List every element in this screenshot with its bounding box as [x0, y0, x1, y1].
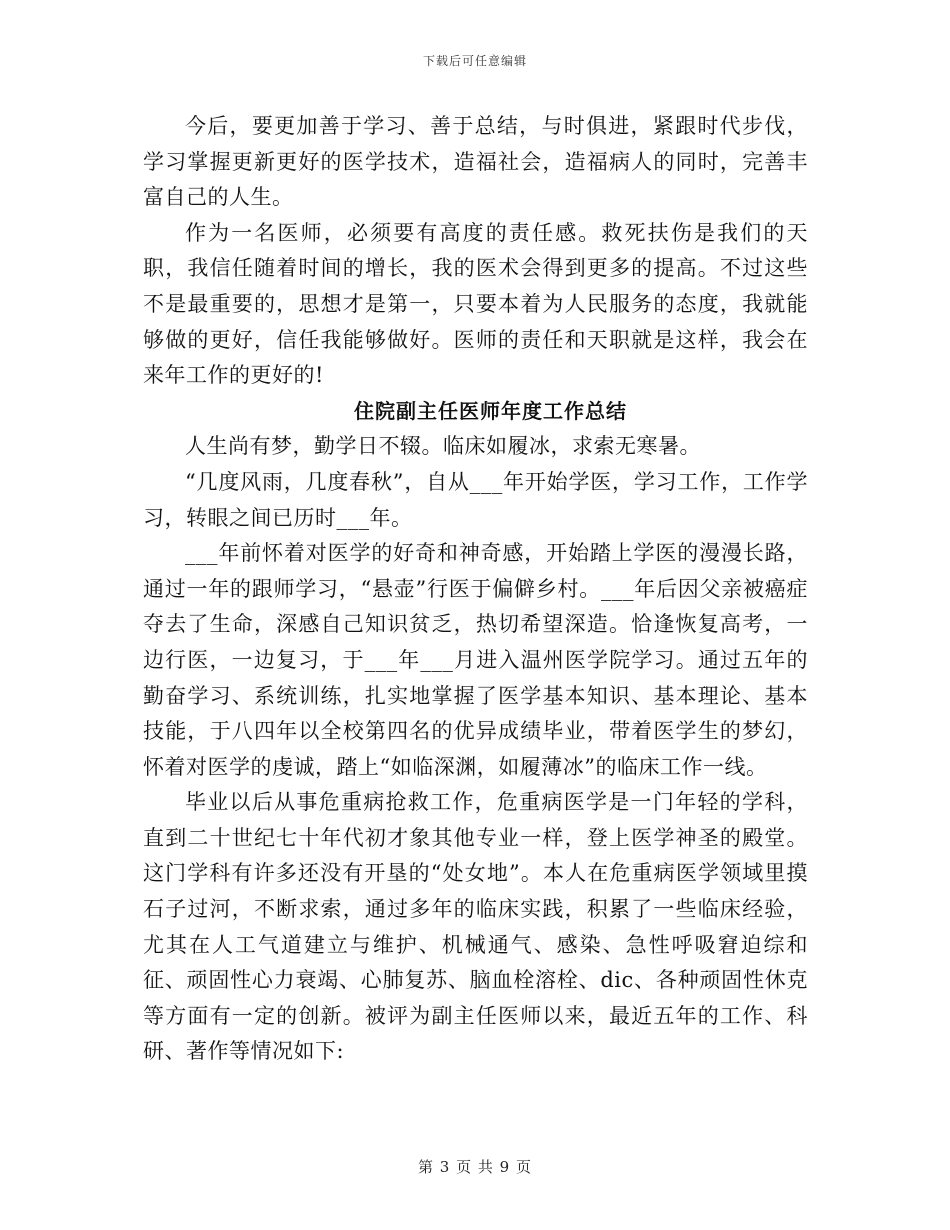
page-number: 第 3 页 共 9 页 [418, 1158, 532, 1176]
paragraph-motto: 人生尚有梦，勤学日不辍。临床如履冰，求索无寒暑。 [185, 434, 701, 459]
paragraph-history: ___年前怀着对医学的好奇和神奇感，开始踏上学医的漫漫长路，通过一年的跟师学习，“悬壶”行医于偏僻乡村。___年后因父亲被癌症夺去了生命，深感自己知识贫乏，热切希望深造。恰逢恢复高考，一边行医，一边复习，于___年___月进入温州医学院学习。通过五年的勤奋学习、系统训练，扎实地掌握了医学基本知识、基本理论、基本技能，于八四年以全校第四名的优异成绩毕业，带着医学生的梦幻，怀着对医学的虔诚，踏上“如临深渊，如履薄冰”的临床工作一线。 [143, 541, 808, 779]
paragraph-critical-care: 毕业以后从事危重病抢救工作，危重病医学是一门年轻的学科，直到二十世纪七十年代初才象其他专业一样，登上医学神圣的殿堂。这门学科有许多还没有开垦的“处女地”。本人在危重病医学领域里摸石子过河，不断求索，通过多年的临床实践，积累了一些临床经验，尤其在人工气道建立与维护、机械通气、感染、急性呼吸窘迫综和征、顽固性心力衰竭、心肺复苏、脑血栓溶栓、dic、各种顽固性休克等方面有一定的创新。被评为副主任医师以来，最近五年的工作、科研、著作等情况如下: [143, 790, 808, 1064]
document-body [143, 109, 808, 1070]
paragraph-responsibility: 作为一名医师，必须要有高度的责任感。救死扶伤是我们的天职，我信任随着时间的增长，我的医术会得到更多的提高。不过这些不是最重要的，思想才是第一，只要本着为人民服务的态度，我就能够做的更好，信任我能够做好。医师的责任和天职就是这样，我会在来年工作的更好的! [143, 220, 808, 388]
paragraph-years: “几度风雨，几度春秋”，自从___年开始学医，学习工作，工作学习，转眼之间已历时___年。 [143, 469, 808, 530]
section-title: 住院副主任医师年度工作总结 [354, 398, 627, 423]
paragraph-future-learning: 今后，要更加善于学习、善于总结，与时俱进，紧跟时代步伐，学习掌握更新更好的医学技术，造福社会，造福病人的同时，完善丰富自己的人生。 [143, 114, 808, 210]
page-header: 下载后可任意编辑 [422, 54, 527, 68]
